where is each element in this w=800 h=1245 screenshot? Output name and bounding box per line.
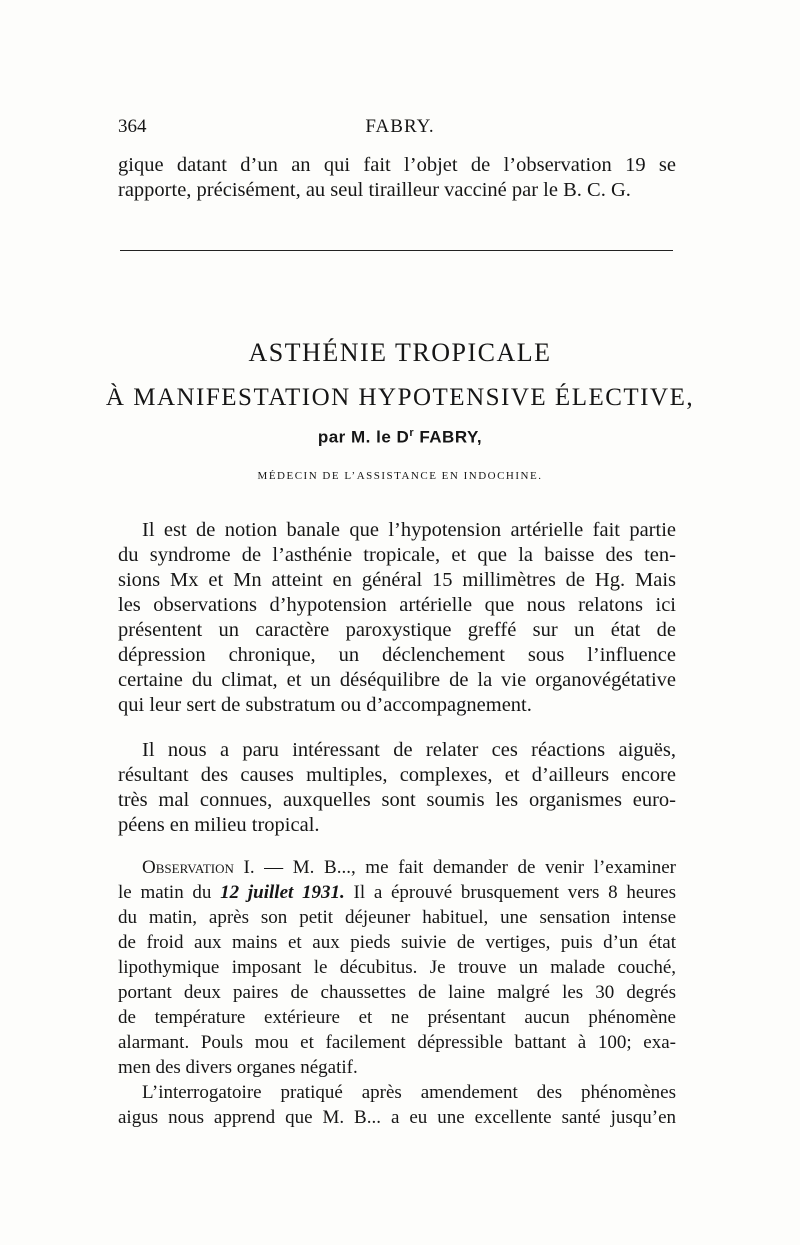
article-title-line-1: ASTHÉNIE TROPICALE bbox=[248, 338, 552, 367]
text-line: aigus nous apprend que M. B... a eu une excellente santé jusqu’en bbox=[118, 1107, 676, 1128]
text-line: de température extérieure et ne présentant aucun phénomène bbox=[118, 1007, 676, 1028]
paragraph-second bbox=[118, 738, 676, 838]
text-line: dépression chronique, un déclenchement sous l’influence bbox=[118, 644, 676, 666]
text-line: péens en milieu tropical. bbox=[118, 814, 320, 836]
text-line: rapporte, précisément, au seul tirailleur vacciné par le B. C. G. bbox=[118, 179, 631, 201]
observation-date: 12 juillet 1931. bbox=[220, 882, 345, 903]
text-line: Il nous a paru intéressant de relater ces réactions aiguës, bbox=[142, 739, 676, 761]
running-header bbox=[0, 116, 800, 140]
text-line: gique datant d’un an qui fait l’objet de l’observation 19 se bbox=[118, 154, 676, 176]
text-line: qui leur sert de substratum ou d’accompagnement. bbox=[118, 694, 532, 716]
article-title-line-2: À MANIFESTATION HYPOTENSIVE ÉLECTIVE, bbox=[105, 384, 695, 411]
carryover-text bbox=[118, 153, 676, 203]
text-line: portant deux paires de chaussettes de laine malgré les 30 degrés bbox=[118, 982, 676, 1003]
text-line: men des divers organes négatif. bbox=[118, 1057, 358, 1078]
observation-first-line: Observation I. — M. B..., me fait demander de venir l’examiner bbox=[142, 857, 676, 878]
text-line: de froid aux mains et aux pieds suivie de vertiges, puis d’un état bbox=[118, 932, 676, 953]
text-line: du syndrome de l’asthénie tropicale, et que la baisse des ten- bbox=[118, 544, 676, 566]
text-line: alarmant. Pouls mou et facilement dépressible battant à 100; exa- bbox=[118, 1032, 676, 1053]
observation-date-line: le matin du 12 juillet 1931. Il a éprouvé brusquement vers 8 heures bbox=[118, 882, 676, 903]
text-line: du matin, après son petit déjeuner habituel, une sensation intense bbox=[118, 907, 676, 928]
text-line: certaine du climat, et un déséquilibre de la vie organovégétative bbox=[118, 669, 676, 691]
page-number: 364 bbox=[118, 116, 147, 137]
byline: par M. le $D^r$ FABRY, bbox=[317, 427, 483, 447]
text-line: L’interrogatoire pratiqué après amendement des phénomènes bbox=[142, 1082, 676, 1103]
text-line: résultant des causes multiples, complexes, et d’ailleurs encore bbox=[118, 764, 676, 786]
paragraph-intro bbox=[118, 518, 676, 718]
running-head-title: FABRY. bbox=[365, 116, 435, 137]
author-affiliation: MÉDECIN DE L’ASSISTANCE EN INDOCHINE. bbox=[257, 470, 543, 482]
observation-block bbox=[118, 855, 676, 1130]
text-line: très mal connues, auxquelles sont soumis les organismes euro- bbox=[118, 789, 676, 811]
observation-label: Observation I. bbox=[142, 857, 255, 878]
text-line: présentent un caractère paroxystique greffé sur un état de bbox=[118, 619, 676, 641]
section-divider bbox=[120, 250, 673, 251]
text-line: Il est de notion banale que l’hypotension artérielle fait partie bbox=[142, 519, 676, 541]
text-line: sions Mx et Mn atteint en général 15 millimètres de Hg. Mais bbox=[118, 569, 676, 591]
text-line: lipothymique imposant le décubitus. Je trouve un malade couché, bbox=[118, 957, 676, 978]
text-line: les observations d’hypotension artérielle que nous relatons ici bbox=[118, 594, 676, 616]
